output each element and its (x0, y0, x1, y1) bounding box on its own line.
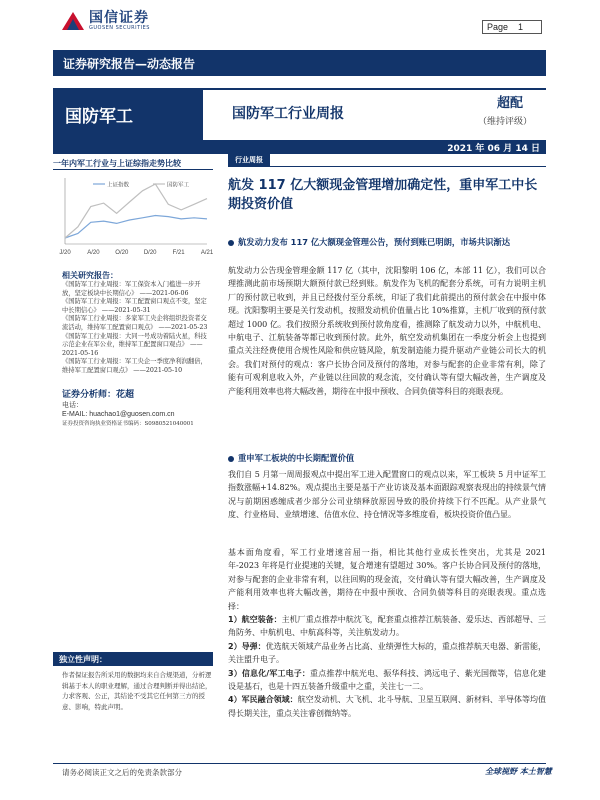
x-tick-label: O/20 (115, 250, 129, 256)
logo-text: 国信证券 (89, 10, 149, 26)
related-report-title: 《国防军工行业周报：军工配置窗口观点不变，坚定中长期信心》 (62, 298, 207, 314)
analyst-phone: 电话： (62, 402, 83, 409)
section-heading-1-text: 航发动力发布 117 亿大额现金管理公告，预付到账已明朗，市场共识渐达 (238, 237, 511, 247)
related-report-title: 《国防军工行业周报：大同一号成功着陆火星，科技示范企业在军公业，维持军工配置窗口观点》 (62, 332, 207, 349)
page-number: 1 (518, 22, 524, 32)
recommendation-label: 3）信息化/军工电子： (228, 668, 311, 678)
brand-logo (62, 10, 172, 32)
report-type-banner: 证券研究报告—动态报告 (53, 50, 546, 76)
related-report-1[interactable] (62, 298, 212, 315)
related-report-title: 《国防军工行业周报：军工保资本入门槛进一步开放，坚定板块中长期信心》 (62, 281, 201, 297)
footer-divider (53, 763, 546, 764)
logo-subtext: GUOSEN SECURITIES (89, 25, 150, 31)
series-line-1 (65, 184, 207, 238)
section-heading-2 (228, 452, 546, 465)
main-title: 航发 117 亿大额现金管理增加确定性，重申军工中长期投资价值 (228, 178, 538, 212)
related-report-date: ——2021-05-10 (131, 366, 183, 374)
analyst-label: 证券分析师： (62, 390, 117, 400)
chart-title: 一年内军工行业与上证综指走势比较 (53, 158, 213, 170)
x-tick-label: A/21 (200, 250, 213, 256)
related-report-date: ——2021-05-23 (156, 323, 208, 331)
recommendation-list (228, 613, 546, 720)
related-report-title: 《国防军工行业周报：军工央企一季度净利润翻倍，维持军工配置窗口观点》 (62, 358, 207, 374)
report-date: 2021 年 06 月 14 日 (53, 140, 546, 154)
page-indicator (482, 20, 542, 34)
recommendation-item-2 (228, 667, 546, 694)
page-label: Page (487, 22, 509, 32)
recommendation-label: 4）军民融合领域： (228, 695, 298, 705)
analyst-name: 花超 (116, 390, 135, 400)
x-tick-label: J/20 (59, 250, 71, 256)
recommendation-text: 主机厂重点推荐中航沈飞，配套重点推荐江航装备、爱乐达、西部超导、三角防务、中航机电、中航高科等，关注航发动力。 (228, 615, 546, 638)
recommendation-label: 2）导弹： (228, 641, 266, 651)
guosen-logo-icon (62, 12, 84, 30)
report-tag: 行业周报 (228, 154, 270, 166)
x-tick-label: F/21 (172, 250, 185, 256)
recommendation-text: 重点推荐中航光电、振华科技、鸿远电子、紫光国微等，信息化建设是基石，也是十四五装备升级重中之重，关注七一二。 (228, 668, 546, 692)
related-report-3[interactable] (62, 333, 212, 359)
trend-chart (53, 172, 213, 260)
recommendation-text: 优选航天领域产品业务占比高、业绩弹性大标的，重点推荐航天电器、新雷能，关注盟升电子。 (228, 641, 546, 665)
analyst-email: E-MAIL: huachao1@guosen.com.cn (62, 411, 175, 418)
related-report-date: ——2021-05-31 (99, 306, 151, 314)
footer-disclaimer: 请务必阅读正文之后的免责条款部分 (62, 768, 182, 777)
footer-slogan: 全球视野 本土智慧 (485, 767, 552, 776)
legend-label-1: 国防军工 (167, 182, 190, 189)
recommendation-item-0 (228, 613, 546, 640)
rating: 超配 (497, 96, 524, 111)
related-report-2[interactable] (62, 315, 212, 332)
analyst-block (62, 382, 212, 427)
paragraph-2: 我们自 5 月第一周周报观点中提出军工进入配置窗口的观点以来，军工板块 5 月中证军工指数涨幅+14.82%。观点提出主要是基于产业访谈及基本面跟踪观察表现出的持续景气情况与前期困惑缠成者少部分公司业绩释放原因导致的股价持续下行不匹配。从产业景气度、行业格局、业绩增速、估值水位、持仓情况等多维度看，板块投资价值凸显。 (228, 470, 546, 520)
x-tick-label: A/20 (87, 250, 100, 256)
recommendation-text: 航空发动机、大飞机、北斗导航、卫星互联网、新材料、半导体等均值得长期关注，重点关注睿创微纳等。 (228, 695, 546, 718)
paragraph-1: 航发动力公告现金管理金额 117 亿（其中，沈阳黎明 106 亿，本部 11 亿），我们可以合理推测此前市场预期大额预付款已经到账。航发作为飞机的配套分系统，可有力说明主机厂的预付款已收到，并且已经拨付至分系统，印证了我们此前提出的预付款会在中报中体现。沈阳黎明主要是关行发动机，按照发动机价值量占比 10%推算，主机厂收到的预付款超过 1000 亿。我们按照分系统收到预付款角度看，推测除了航发动力以外，中航机电、中航电子、江航装备等都已收到预付款。此外，航空发动机集团在一季度分析会上也提到重点关注经费使用合规性风险和供应链风险，航发制造能力提升驱动产业链公司长大的机会。我们对预付的观点：客户长协合同及预付的落地，对参与配套的企业非常有利，除了能有可观利息收入外，产业链以往回款的观念流，交付确认等有望大幅改善，生产调度及产能利用效率也将大幅改善，期待在中报中预收、合同负债等科目的亮眼表现。 (228, 266, 546, 396)
x-tick-label: D/20 (143, 250, 157, 256)
bullet-icon (228, 456, 234, 462)
related-reports-title: 相关研究报告： (62, 271, 118, 280)
series-line-0 (65, 216, 207, 239)
sector-label: 国防军工 (53, 88, 203, 140)
disclaimer-text: 作者保证报告所采用的数据均来自合规渠道，分析逻辑基于本人的职业理解，通过合理判断并得出结论，力求客观、公正，其结论不受其它任何第三方的授意、影响，特此声明。 (62, 671, 212, 711)
recommendation-item-1 (228, 640, 546, 667)
recommendation-item-3 (228, 693, 546, 720)
related-report-4[interactable] (62, 358, 212, 375)
bullet-icon (228, 240, 234, 246)
related-report-0[interactable] (62, 281, 212, 298)
paragraph-3-text: 基本面角度看，军工行业增速首屈一指，相比其他行业成长性突出，尤其是 2021 年-2023 年将是行业提速的关键，复合增速有望超过 30%。客户长协合同及预付的落地，对参与配套的企业非常有利，以往回购的现金流，交付确认等有望大幅改善，生产调度及产能利用效率也将大幅改善，期待在中报中预收、合同负债等科目的亮眼表现。重点选择： (228, 548, 546, 611)
related-report-date: ——2021-05-16 (62, 341, 203, 357)
related-reports-list (62, 281, 212, 376)
rating-note: （维持评级） (478, 117, 533, 127)
section-heading-1 (228, 236, 546, 249)
analyst-cert: 证券投资咨询执业资格证书编码：S0980521040001 (62, 421, 194, 427)
related-report-date: ——2021-06-06 (137, 289, 189, 297)
section-heading-2-text: 重申军工板块的中长期配置价值 (238, 453, 355, 463)
paragraph-3 (228, 546, 546, 720)
related-report-title: 《国防军工行业周报：多家军工央企将组织投资者交流活动，维持军工配置窗口观点》 (62, 315, 207, 331)
disclaimer-title: 独立性声明： (53, 652, 213, 666)
legend-label-0: 上证指数 (107, 182, 130, 189)
tag-divider (228, 166, 546, 167)
recommendation-label: 1）航空装备： (228, 615, 282, 625)
report-title: 国防军工行业周报 (232, 106, 344, 122)
